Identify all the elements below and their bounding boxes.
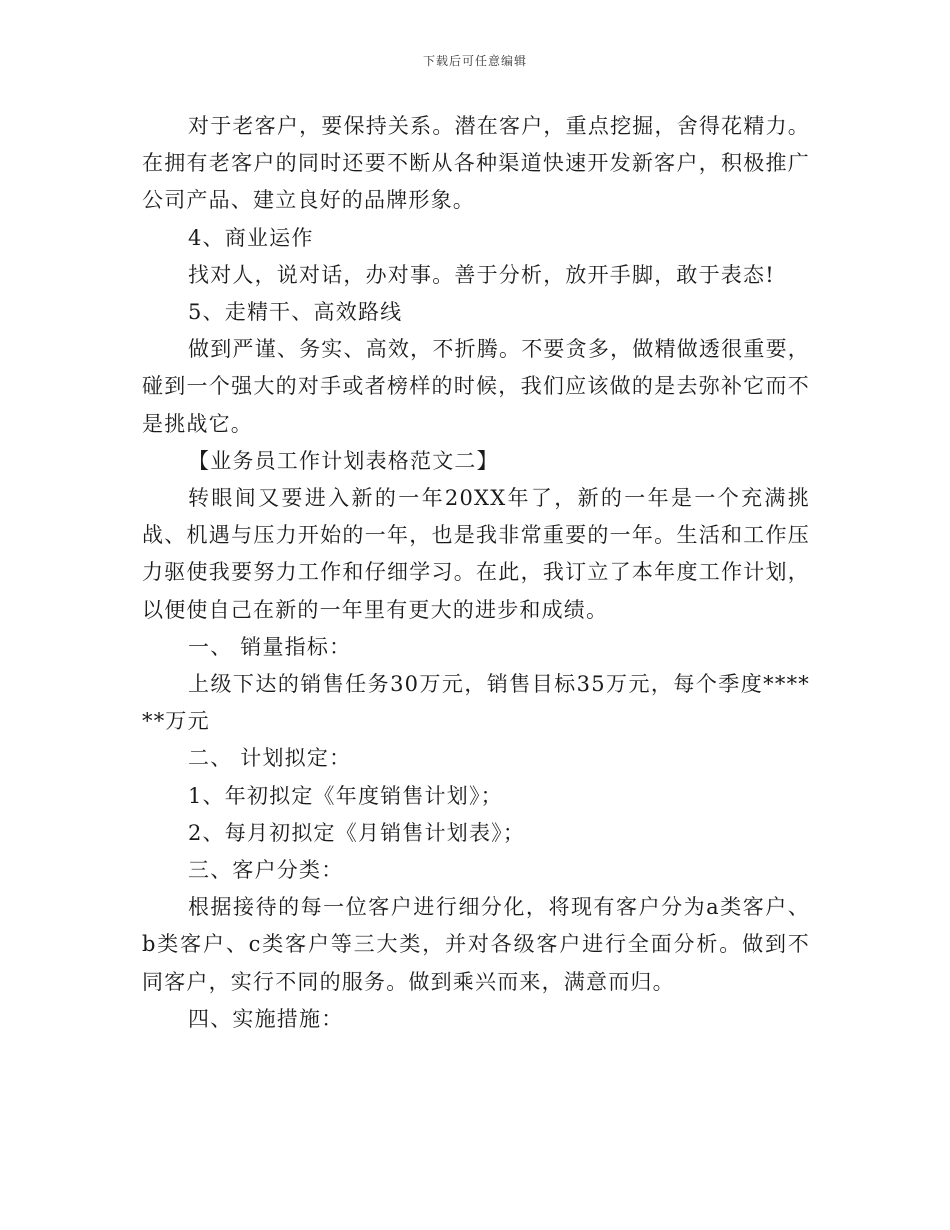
heading-customer-classification: 三、客户分类： — [188, 858, 344, 883]
page-header: 下载后可任意编辑 — [422, 54, 527, 68]
paragraph-customer-segments: 根据接待的每一位客户进行细分化，将现有客户分为a类客户、b类客户、c类客户等三大类，并对各级客户进行全面分析。做到不同客户，实行不同的服务。做到乘兴而来，满意而归。 — [142, 895, 810, 994]
paragraph-sales-task: 上级下达的销售任务30万元，销售目标35万元，每个季度******万元 — [142, 672, 810, 734]
list-item-monthly-plan: 2、每月初拟定《月销售计划表》； — [188, 820, 526, 845]
list-item-annual-plan: 1、年初拟定《年度销售计划》； — [188, 783, 503, 808]
section-title-sample-two: 【业务员工作计划表格范文二】 — [188, 448, 499, 473]
paragraph-old-customers: 对于老客户，要保持关系。潜在客户，重点挖掘，舍得花精力。在拥有老客户的同时还要不断从各种渠道快速开发新客户，积极推广公司产品、建立良好的品牌形象。 — [142, 114, 810, 213]
document-body — [142, 108, 810, 1038]
heading-sales-target: 一、 销量指标： — [188, 634, 352, 659]
paragraph-rigorous: 做到严谨、务实、高效，不折腾。不要贪多，做精做透很重要，碰到一个强大的对手或者榜样的时候，我们应该做的是去弥补它而不是挑战它。 — [142, 337, 810, 436]
heading-implementation: 四、实施措施： — [188, 1006, 344, 1031]
heading-efficient-route: 5、走精干、高效路线 — [188, 300, 403, 325]
paragraph-right-people: 找对人，说对话，办对事。善于分析，放开手脚，敢于表态! — [188, 262, 775, 287]
paragraph-new-year: 转眼间又要进入新的一年20XX年了，新的一年是一个充满挑战、机遇与压力开始的一年，也是我非常重要的一年。生活和工作压力驱使我要努力工作和仔细学习。在此，我订立了本年度工作计划，以便使自己在新的一年里有更大的进步和成绩。 — [142, 486, 810, 622]
heading-business-operation: 4、商业运作 — [188, 225, 314, 250]
heading-plan-drafting: 二、 计划拟定： — [188, 746, 352, 771]
